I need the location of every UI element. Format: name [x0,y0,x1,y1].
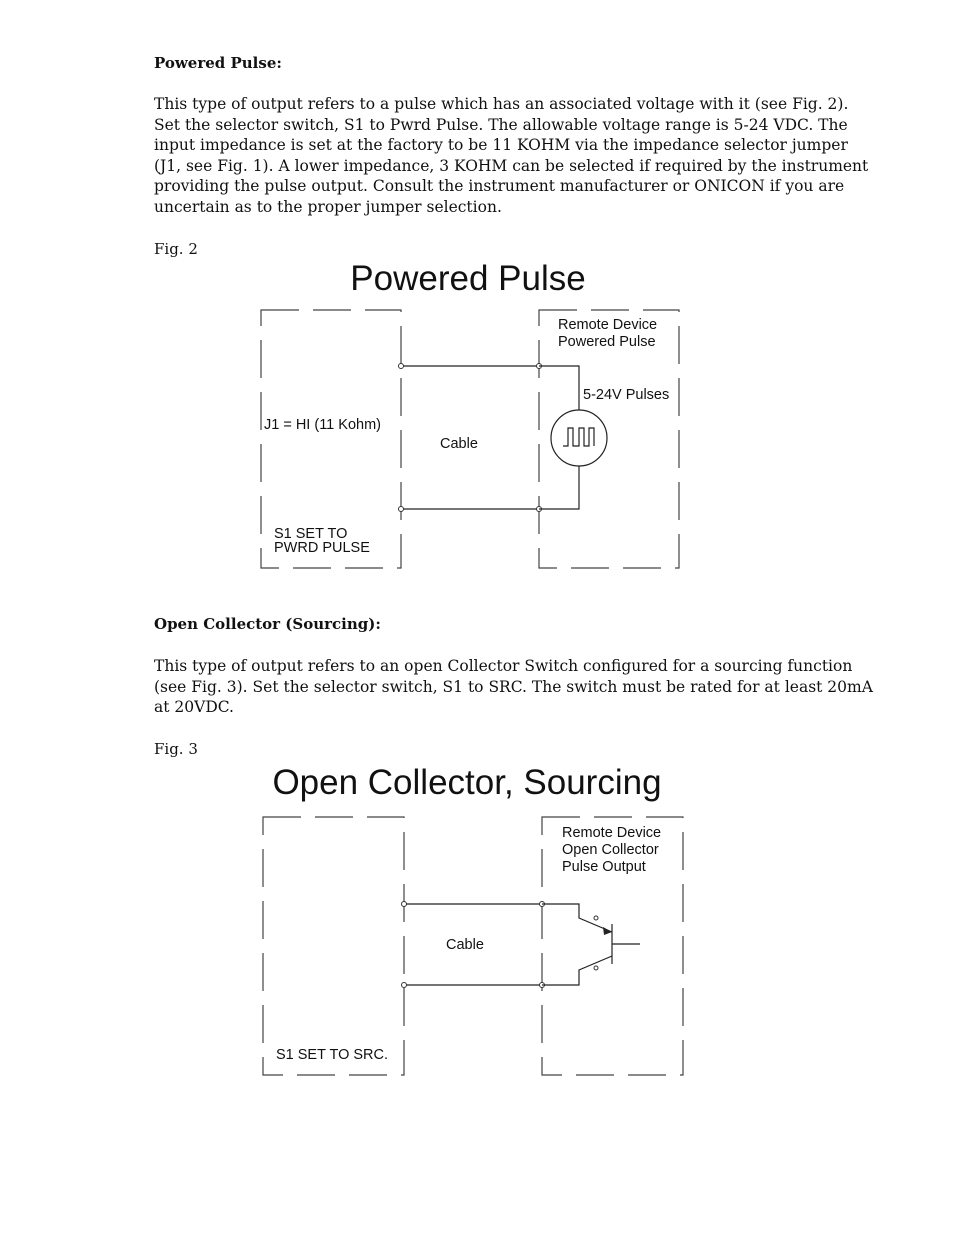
paragraph-line: (see Fig. 3). Set the selector switch, S1 to SRC. The switch must be rated for at least 20mA [154,677,873,696]
cable-label: Cable [446,937,484,953]
terminal-node [399,507,404,512]
emitter-lead [542,956,612,985]
figure-label-fig2: Fig. 2 [154,240,198,258]
switch-label: S1 SET TO SRC. [276,1047,389,1063]
switch-label-line2: PWRD PULSE [274,540,370,556]
remote-device-label-line1: Remote Device [558,317,658,333]
pulse-voltage-label: 5-24V Pulses [583,387,670,403]
terminal-node [399,364,404,369]
collector-lead [542,904,612,932]
remote-device-label-line3: Pulse Output [562,859,646,875]
jumper-label: J1 = HI (11 Kohm) [264,417,381,433]
paragraph-line: input impedance is set at the factory to be 11 KOHM via the impedance selector jumper [154,136,848,155]
terminal-node [594,916,598,920]
figure-2-diagram [0,0,954,600]
figure-2-title: Powered Pulse [350,259,586,298]
terminal-node [402,902,407,907]
switch-label-line1: S1 SET TO [274,526,348,542]
figure-3-title: Open Collector, Sourcing [272,763,662,802]
cable-label: Cable [440,436,478,452]
paragraph-line: (J1, see Fig. 1). A lower impedance, 3 KOHM can be selected if required by the instrument [154,156,869,175]
paragraph-line: Set the selector switch, S1 to Pwrd Pulse. The allowable voltage range is 5-24 VDC. The [154,115,848,134]
remote-device-label-line2: Open Collector [562,842,659,858]
square-wave-icon [563,428,594,446]
paragraph-open-collector [154,656,874,718]
remote-device-label-line1: Remote Device [562,825,662,841]
paragraph-line: uncertain as to the proper jumper selection. [154,197,502,216]
paragraph-line: This type of output refers to an open Collector Switch configured for a sourcing function [154,657,853,675]
source-lead-bottom [539,466,579,509]
terminal-node [402,983,407,988]
source-lead-top [539,366,579,410]
paragraph-line: This type of output refers to a pulse which has an associated voltage with it (see Fig. 2). [154,95,849,113]
figure-3-diagram [0,720,954,1120]
section-heading-open-collector: Open Collector (Sourcing): [154,615,381,633]
terminal-node [594,966,598,970]
remote-device-label-line2: Powered Pulse [558,334,656,350]
paragraph-line: providing the pulse output. Consult the instrument manufacturer or ONICON if you are [154,177,845,196]
meter-box [263,817,404,1075]
paragraph-line: at 20VDC. [154,698,234,717]
figure-label-fig3: Fig. 3 [154,740,198,758]
section-heading-powered-pulse: Powered Pulse: [154,54,282,72]
